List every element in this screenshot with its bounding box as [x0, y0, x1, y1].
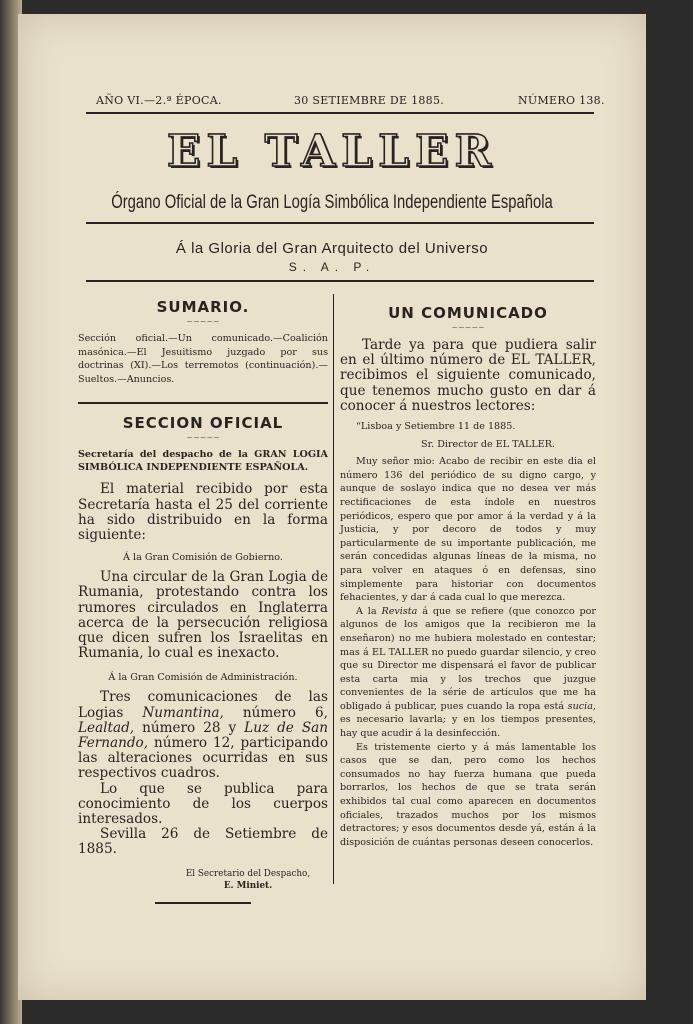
left-column [78, 298, 328, 904]
comunicado-intro: Tarde ya para que pudiera salir en el último número de EL TALLER, recibimos el siguiente comunicado, que tenemos mucho gusto en dar á conocer á nuestros lectores: [340, 337, 596, 414]
secretaria-heading: Secretaría del despacho de la GRAN LOGIA SIMBÓLICA INDEPENDIENTE ESPAÑOLA. [78, 449, 328, 474]
official-paragraph-3: Tres comunicaciones de las Logias Numantina, número 6, Lealtad, número 28 y Luz de San Fernando, número 12, participando las alteraciones ocurridas en sus respectivos cuadros. [78, 689, 328, 782]
ornament-divider-3: ~~~~~ [451, 323, 485, 332]
official-paragraph-4: Lo que se publica para conocimiento de los cuerpos interesados. [78, 780, 328, 828]
header-number: NÚMERO 138. [518, 94, 605, 107]
signature-name: E. Miniet. [223, 880, 273, 891]
ornament-divider-2: ~~~~~ [186, 433, 220, 443]
masthead-subtitle: Órgano Oficial de la Gran Logía Simbólica Independiente Española [111, 192, 553, 213]
letter-paragraph-2: A la Revista á que se refiere (que conozco por algunos de los amigos que la recibieron me la enseñaron) no me hubiera molestado en contestar; mas á EL TALLER no puedo guardar silencio, y creo que su Director me dispensará el favor de publicar esta carta mia y los trechos que juzgue convenientes de la série de artículos que me ha obligado á publicar, pues cuando la ropa está sucia, es necesario lavarla; y en los tiempos presentes, hay que acudir á la desinfección. [340, 605, 596, 740]
subtitle-rule [86, 222, 594, 224]
official-paragraph-1: El material recibido por esta Secretaría hasta el 25 del corriente ha sido distribuido en la forma siguiente: [78, 481, 328, 543]
official-paragraph-2: Una circular de la Gran Logia de Rumania, protestando contra los rumores circulados en Inglaterra acerca de la persecución religiosa que dicen sufren los Israelitas en Rumania, lo cual es inexacto. [78, 569, 328, 662]
header-rule [86, 112, 594, 114]
gobierno-heading: Á la Gran Comisión de Gobierno. [123, 552, 283, 564]
sumario-title: SUMARIO. [156, 298, 250, 316]
sap-motto: S. A. P. [288, 260, 376, 274]
newspaper-page [18, 14, 646, 1000]
comunicado-title: UN COMUNICADO [388, 304, 548, 322]
header-year: AÑO VI.—2.ª ÉPOCA. [96, 94, 222, 107]
right-column [340, 298, 596, 849]
masthead-title: EL TALLER [166, 126, 498, 177]
seccion-oficial-title: SECCION OFICIAL [122, 414, 284, 433]
official-date: Sevilla 26 de Setiembre de 1885. [78, 826, 328, 858]
end-rule [155, 902, 251, 904]
column-divider [333, 294, 334, 884]
letter-paragraph-1: Muy señor mio: Acabo de recibir en este dia el número 136 del periódico de su digno cargo, y aunque de soslayo indica que no desea ver más rectificaciones de esta índole en nuestros periódicos, espero que por amor á la verdad y á la Justicia, y por decoro de todos y muy particularmente de su importante publicación, me serán concedidas algunas líneas de la misma, no para volver en ataques ó en defensas, sino simplemente para historiar con documentos fehacientes, y dar á cada cual lo que merezca. [340, 456, 596, 604]
signature-title: El Secretario del Despacho, [185, 868, 311, 879]
letter-paragraph-3: Es tristemente cierto y á más lamentable los casos que se dan, pero como los hechos consumados no hay fuerza humana que pueda borrarlos, los hechos de que se trata serán exhibidos tal cual como aparecen en documentos oficiales, trazados muchos por los mismos detractores; y esos documentos desde yá, están á la disposición de cuántas personas deseen conocerlos. [340, 741, 596, 848]
ornament-divider: ~~~~~ [186, 317, 220, 326]
letter-place: “Lisboa y Setiembre 11 de 1885. [356, 421, 516, 433]
letter-addressee: Sr. Director de EL TALLER. [421, 438, 555, 450]
sumario-text: Sección oficial.—Un comunicado.—Coalición masónica.—El Jesuitismo juzgado por sus doctrinas (XI).—Los terremotos (continuación).—Sueltos.—Anuncios. [78, 333, 328, 385]
admin-heading: Á la Gran Comisión de Administración. [108, 672, 298, 684]
masthead-bottom-rule [86, 280, 594, 282]
header-date: 30 SETIEMBRE DE 1885. [294, 94, 445, 107]
dedication: Á la Gloria del Gran Arquitecto del Universo [175, 240, 489, 257]
section-rule [78, 402, 328, 404]
